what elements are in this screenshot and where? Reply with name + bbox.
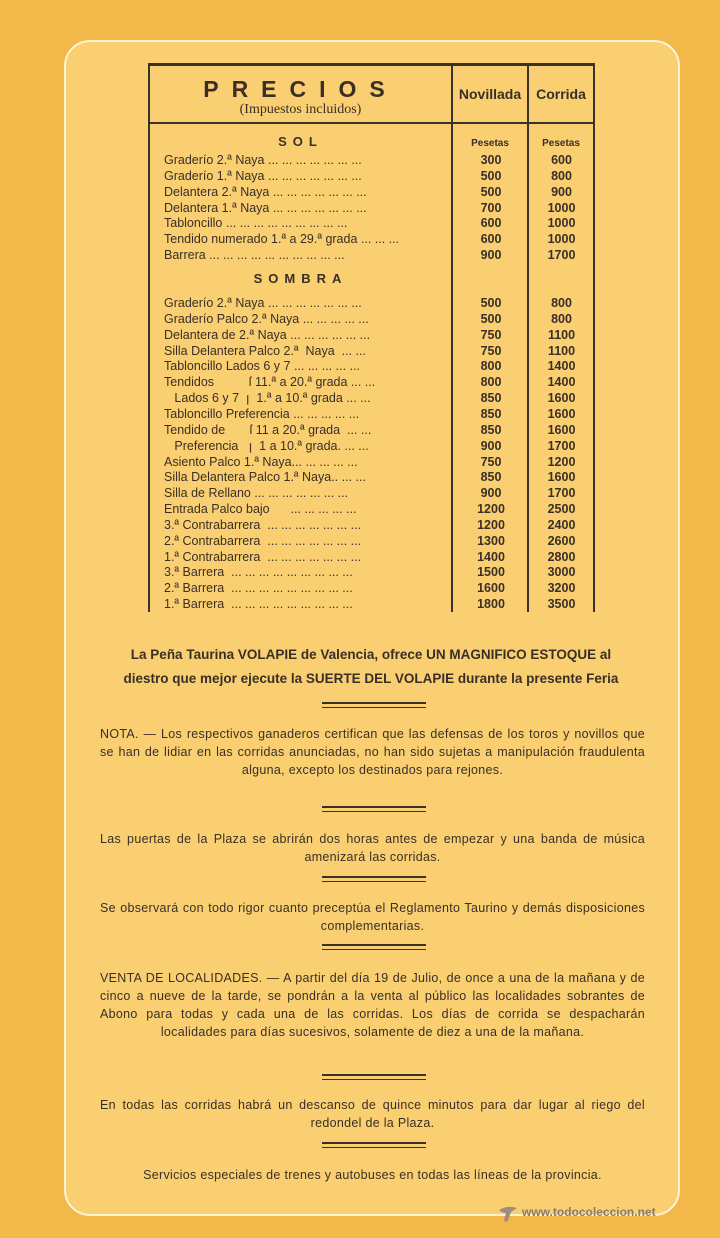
novillada-price: 500 — [480, 311, 502, 326]
price-row — [148, 152, 595, 168]
novillada-price: 750 — [480, 454, 502, 469]
seat-label: Delantera 2.ª Naya ... ... ... ... ... ... ... — [164, 184, 367, 199]
novillada-price: 750 — [480, 343, 502, 358]
seat-label: 1.ª Contrabarrera ... ... ... ... ... ... ... — [164, 549, 362, 564]
seat-label: Tabloncillo Preferencia ... ... ... ... ... — [164, 406, 360, 421]
price-row — [148, 454, 595, 470]
note-nota: NOTA. — Los respectivos ganaderos certifican que las defensas de los toros y novillos que se han de lidiar en las corridas anunciadas, no han sido sujetas a manipulación fraudulenta alguna, excepto los destinados para rejones. — [100, 727, 645, 777]
price-row — [148, 374, 595, 390]
price-row — [148, 533, 595, 549]
corrida-price: 1100 — [547, 327, 576, 342]
novillada-price: 700 — [480, 200, 502, 215]
corrida-price: 3000 — [547, 565, 576, 580]
seat-label: Silla de Rellano ... ... ... ... ... ... ... — [164, 486, 349, 501]
seat-label: Delantera de 2.ª Naya ... ... ... ... ... ... — [164, 327, 371, 342]
price-row — [148, 168, 595, 184]
price-row — [148, 422, 595, 438]
price-row — [148, 517, 595, 533]
prices-subtitle: (Impuestos incluidos) — [239, 102, 362, 117]
price-row — [148, 295, 595, 311]
separator — [322, 806, 426, 812]
novillada-price: 850 — [480, 422, 502, 437]
price-row — [148, 501, 595, 517]
corrida-price: 2500 — [547, 502, 576, 517]
watermark-link[interactable]: www.todocoleccion.net — [522, 1205, 656, 1219]
separator — [322, 1074, 426, 1080]
novillada-price: 500 — [480, 168, 502, 183]
seat-label: 2.ª Contrabarrera ... ... ... ... ... ... ... — [164, 533, 362, 548]
novillada-price: 1400 — [477, 549, 505, 564]
corrida-price: 2600 — [547, 533, 576, 548]
price-row — [148, 311, 595, 327]
corrida-header: Corrida — [536, 86, 586, 102]
seat-label: Graderío 1.ª Naya ... ... ... ... ... ... ... — [164, 168, 362, 183]
corrida-price: 800 — [551, 311, 572, 326]
seat-label: Tendido numerado 1.ª a 29.ª grada ... ... ... — [164, 232, 400, 247]
corrida-price: 800 — [551, 296, 572, 310]
corrida-price: 900 — [551, 184, 572, 199]
seat-label: Lados 6 y 7 ꞁ 1.ª a 10.ª grada ... ... — [164, 391, 371, 406]
corrida-price: 1700 — [547, 486, 576, 501]
novillada-price: 900 — [480, 438, 502, 453]
note-venta: VENTA DE LOCALIDADES. — A partir del día 19 de Julio, de once a una de la mañana y de cinco a nueve de la tarde, se pondrán a la venta al público las localidades sobrantes de Abono para todas y cada una de las corridas. Los días de corrida se despacharán localidades para días sucesivos, solamente de diez a una de la mañana. — [100, 971, 645, 1039]
novillada-price: 800 — [480, 375, 502, 390]
seat-label: Preferencia ꞁ 1 a 10.ª grada. ... ... — [164, 438, 369, 453]
price-row — [148, 580, 595, 596]
corrida-price: 1400 — [547, 359, 576, 374]
novillada-price: 850 — [480, 406, 502, 421]
seat-label: Asiento Palco 1.ª Naya... ... ... ... ... — [164, 454, 358, 469]
separator — [322, 944, 426, 950]
separator — [322, 1142, 426, 1148]
corrida-price: 1200 — [547, 454, 576, 469]
corrida-price: 3500 — [547, 597, 576, 612]
novillada-price: 900 — [480, 486, 502, 501]
seat-label: Tabloncillo Lados 6 y 7 ... ... ... ... ... — [164, 359, 360, 374]
corrida-price: 1600 — [547, 422, 576, 437]
corrida-price: 800 — [551, 168, 572, 183]
price-row — [148, 215, 595, 231]
corrida-price: 1700 — [547, 438, 576, 453]
note-puertas: Las puertas de la Plaza se abrirán dos horas antes de empezar y una banda de música amenizará las corridas. — [100, 832, 645, 864]
note-servicios: Servicios especiales de trenes y autobuses en todas las líneas de la provincia. — [143, 1168, 602, 1182]
price-row — [148, 469, 595, 485]
corrida-price: 1700 — [547, 248, 576, 263]
feria-announcement-line1: La Peña Taurina VOLAPIE de Valencia, ofrece UN MAGNIFICO ESTOQUE al — [130, 647, 612, 662]
corrida-price: 1600 — [547, 470, 576, 485]
novillada-price: 1200 — [477, 517, 505, 532]
price-row — [148, 247, 595, 263]
novillada-price: 500 — [480, 296, 502, 310]
price-row — [148, 231, 595, 247]
feria-announcement-line2: diestro que mejor ejecute la SUERTE DEL VOLAPIE durante la presente Feria — [123, 671, 619, 686]
corrida-price: 2400 — [547, 517, 576, 532]
seat-label: Tendidos ſ 11.ª a 20.ª grada ... ... — [164, 375, 376, 390]
price-row — [148, 549, 595, 565]
novillada-price: 1600 — [477, 581, 505, 596]
note-reglamento: Se observará con todo rigor cuanto preceptúa el Reglamento Taurino y demás disposiciones complementarias. — [100, 901, 645, 933]
price-row — [148, 184, 595, 200]
corrida-price: 600 — [551, 153, 572, 167]
novillada-price: 850 — [480, 470, 502, 485]
seat-label: Graderío Palco 2.ª Naya ... ... ... ... ... — [164, 311, 369, 326]
seat-label: 2.ª Barrera ... ... ... ... ... ... ... ... ... — [164, 581, 353, 596]
seat-label: Graderío 2.ª Naya ... ... ... ... ... ... ... — [164, 153, 362, 167]
novillada-header: Novillada — [458, 86, 522, 102]
seat-label: 3.ª Barrera ... ... ... ... ... ... ... ... ... — [164, 565, 353, 580]
novillada-price: 800 — [480, 359, 502, 374]
novillada-price: 300 — [480, 153, 502, 167]
novillada-unit: Pesetas — [471, 138, 509, 149]
corrida-price: 1000 — [547, 232, 576, 247]
corrida-unit: Pesetas — [542, 138, 580, 149]
novillada-price: 1200 — [477, 502, 505, 517]
novillada-price: 1300 — [477, 533, 505, 548]
corrida-price: 3200 — [547, 581, 576, 596]
section-sol: SOL — [278, 134, 323, 149]
corrida-price: 1000 — [547, 216, 576, 231]
seat-label: Tendido de ſ 11 a 20.ª grada ... ... — [164, 422, 372, 437]
novillada-price: 600 — [480, 216, 502, 231]
corrida-price: 2800 — [547, 549, 576, 564]
price-row — [148, 596, 595, 612]
table-header-rule — [148, 122, 595, 124]
novillada-price: 900 — [480, 248, 502, 263]
seat-label: Barrera ... ... ... ... ... ... ... ... ... ... — [164, 248, 345, 263]
price-row — [148, 327, 595, 343]
seat-label: 3.ª Contrabarrera ... ... ... ... ... ... ... — [164, 517, 362, 532]
novillada-price: 500 — [480, 184, 502, 199]
separator — [322, 876, 426, 882]
novillada-price: 1800 — [477, 597, 505, 612]
price-row — [148, 390, 595, 406]
price-row — [148, 564, 595, 580]
seat-label: Delantera 1.ª Naya ... ... ... ... ... ... ... — [164, 200, 367, 215]
novillada-price: 850 — [480, 391, 502, 406]
price-row — [148, 358, 595, 374]
prices-title: PRECIOS — [203, 76, 398, 102]
corrida-price: 1000 — [547, 200, 576, 215]
corrida-price: 1100 — [547, 343, 576, 358]
price-table — [148, 63, 595, 612]
seat-label: Silla Delantera Palco 1.ª Naya.. ... ... — [164, 470, 366, 485]
price-row — [148, 485, 595, 501]
corrida-price: 1600 — [547, 406, 576, 421]
separator — [322, 702, 426, 708]
price-row — [148, 200, 595, 216]
price-row — [148, 438, 595, 454]
todocoleccion-logo-icon — [497, 1204, 519, 1224]
novillada-price: 750 — [480, 327, 502, 342]
seat-label: Entrada Palco bajo ... ... ... ... ... — [164, 502, 357, 517]
price-row — [148, 406, 595, 422]
seat-label: 1.ª Barrera ... ... ... ... ... ... ... ... ... — [164, 597, 353, 612]
seat-label: Tabloncillo ... ... ... ... ... ... ... ... ... — [164, 216, 348, 231]
section-sombra: SOMBRA — [253, 271, 348, 286]
seat-label: Silla Delantera Palco 2.ª Naya ... ... — [164, 343, 366, 358]
note-descanso: En todas las corridas habrá un descanso de quince minutos para dar lugar al riego del redondel de la Plaza. — [100, 1098, 645, 1130]
corrida-price: 1600 — [547, 391, 576, 406]
price-row — [148, 343, 595, 359]
novillada-price: 600 — [480, 232, 502, 247]
novillada-price: 1500 — [477, 565, 505, 580]
seat-label: Graderío 2.ª Naya ... ... ... ... ... ... ... — [164, 296, 362, 310]
corrida-price: 1400 — [547, 375, 576, 390]
